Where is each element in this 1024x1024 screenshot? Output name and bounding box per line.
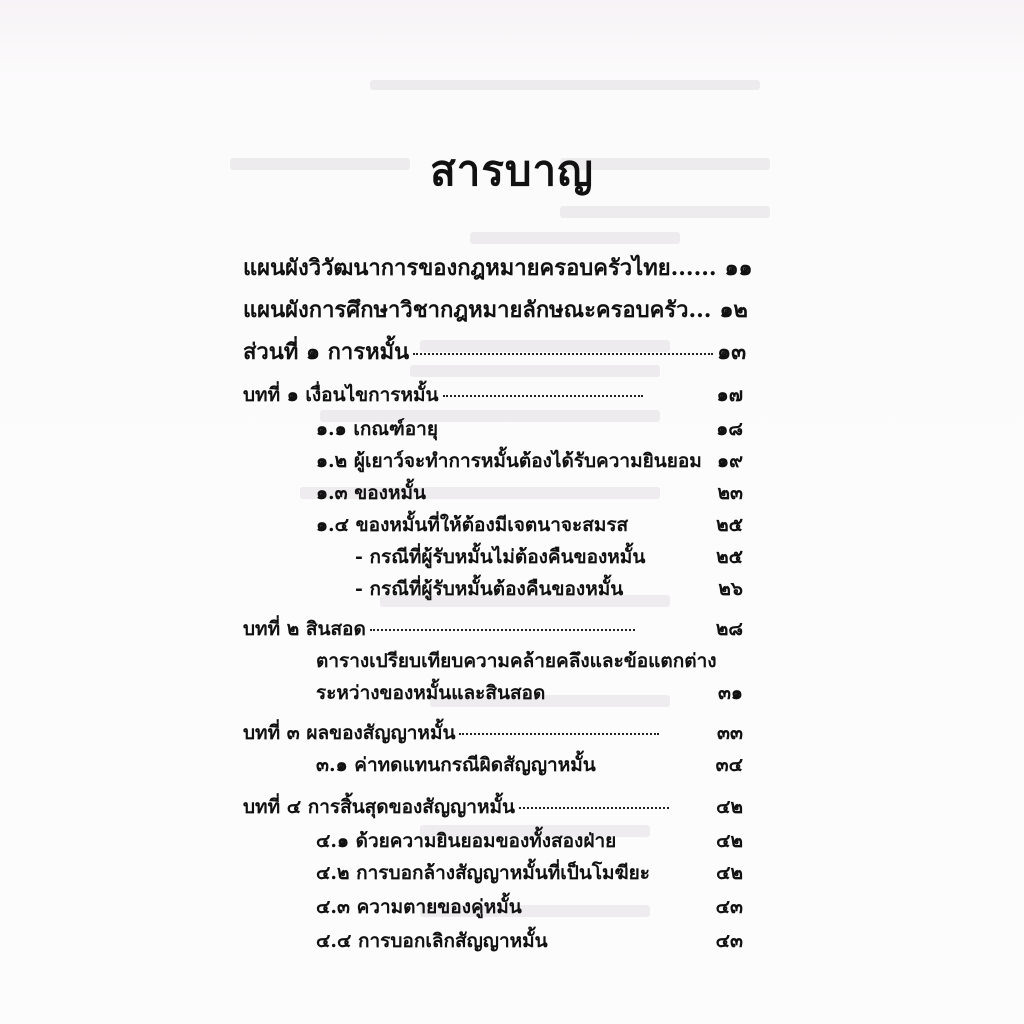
toc-entry-label: ๔.๒ การบอกล้างสัญญาหมั้นที่เป็นโมฆียะ: [316, 862, 650, 884]
toc-entry-label: บทที่ ๓ ผลของสัญญาหมั้น: [243, 722, 456, 744]
toc-chapter: [243, 614, 743, 644]
toc-entry-label: ส่วนที่ ๑ การหมั้น: [243, 339, 410, 365]
toc-entry-label: ตารางเปรียบเทียบความคล้ายคลึงและข้อแตกต่าง: [316, 650, 717, 672]
toc-entry-page: ๔๒: [716, 830, 743, 852]
toc-entry-page: ๔๓: [715, 896, 743, 918]
toc-entry-label: บทที่ ๒ สินสอด: [243, 618, 366, 640]
toc-entry-label: - กรณีที่ผู้รับหมั้นต้องคืนของหมั้น: [355, 578, 624, 600]
toc-entry-page: ๓๑: [717, 682, 743, 704]
toc-entry-page: ๒๕: [716, 546, 743, 568]
toc-entry-page: ๔๓: [715, 930, 743, 952]
toc-entry-page: ๓๔: [715, 754, 743, 776]
toc-entry-page: ๒๘: [715, 618, 743, 640]
toc-subentry: [316, 478, 743, 508]
toc-entry-page: ๒๖: [718, 578, 743, 600]
toc-subentry: [355, 542, 743, 572]
toc-entry-page: ๑๘: [716, 418, 743, 440]
toc-subentry: [316, 858, 743, 888]
toc-entry-label: - กรณีที่ผู้รับหมั้นไม่ต้องคืนของหมั้น: [355, 546, 646, 568]
toc-entry-label: บทที่ ๔ การสิ้นสุดของสัญญาหมั้น: [243, 796, 515, 818]
toc-entry-label: แผนผังการศึกษาวิชากฎหมายลักษณะครอบครัว...: [243, 297, 712, 323]
toc-subentry: [316, 826, 743, 856]
toc-chapter: [243, 380, 743, 410]
toc-entry-label: บทที่ ๑ เงื่อนไขการหมั้น: [243, 384, 439, 406]
toc-entry-label: ๔.๑ ด้วยความยินยอมของทั้งสองฝ่าย: [316, 830, 617, 852]
toc-entry-label: แผนผังวิวัฒนาการของกฎหมายครอบครัวไทย......: [243, 255, 717, 281]
toc-entry-page: ๑๒: [719, 297, 748, 323]
toc-entry-page: ๑๓: [717, 339, 747, 365]
toc-subentry: [316, 750, 743, 780]
toc-entry-label: ๑.๑ เกณฑ์อายุ: [316, 418, 438, 440]
toc-subentry: [355, 574, 743, 604]
toc-entry: [243, 292, 748, 327]
toc-entry-label: ๑.๓ ของหมั้น: [316, 482, 426, 504]
toc-entry-label: ๑.๒ ผู้เยาว์จะทำการหมั้นต้องได้รับความยินยอม: [316, 450, 702, 472]
toc-entry-page: ๒๕: [716, 514, 743, 536]
toc-subentry: [316, 926, 743, 956]
toc-entry-label: ๔.๓ ความตายของคู่หมั้น: [316, 896, 522, 918]
toc-entry: [243, 250, 753, 285]
toc-subentry: [316, 446, 743, 476]
toc-entry-label: ๑.๔ ของหมั้นที่ให้ต้องมีเจตนาจะสมรส: [316, 514, 629, 536]
page-title: สารบาญ: [430, 146, 594, 195]
toc-entry: [243, 334, 747, 369]
toc-entry-page: ๑๙: [717, 450, 743, 472]
toc-chapter: [243, 718, 743, 748]
toc-entry-page: ๔๒: [716, 796, 743, 818]
toc-entry-label: ระหว่างของหมั้นและสินสอด: [316, 682, 546, 704]
toc-entry-page: ๑๑: [724, 255, 753, 281]
toc-subentry: [316, 510, 743, 540]
toc-entry-label: ๔.๔ การบอกเลิกสัญญาหมั้น: [316, 930, 548, 952]
toc-entry-page: ๒๓: [717, 482, 743, 504]
toc-entry-label: ๓.๑ ค่าทดแทนกรณีผิดสัญญาหมั้น: [316, 754, 596, 776]
toc-entry-page: ๔๒: [716, 862, 743, 884]
toc-subentry: [316, 646, 743, 676]
toc-chapter: [243, 792, 743, 822]
toc-subentry: [316, 678, 743, 708]
toc-entry-page: ๑๗: [716, 384, 743, 406]
toc-entry-page: ๓๓: [717, 722, 743, 744]
toc-subentry: [316, 414, 743, 444]
toc-subentry: [316, 892, 743, 922]
